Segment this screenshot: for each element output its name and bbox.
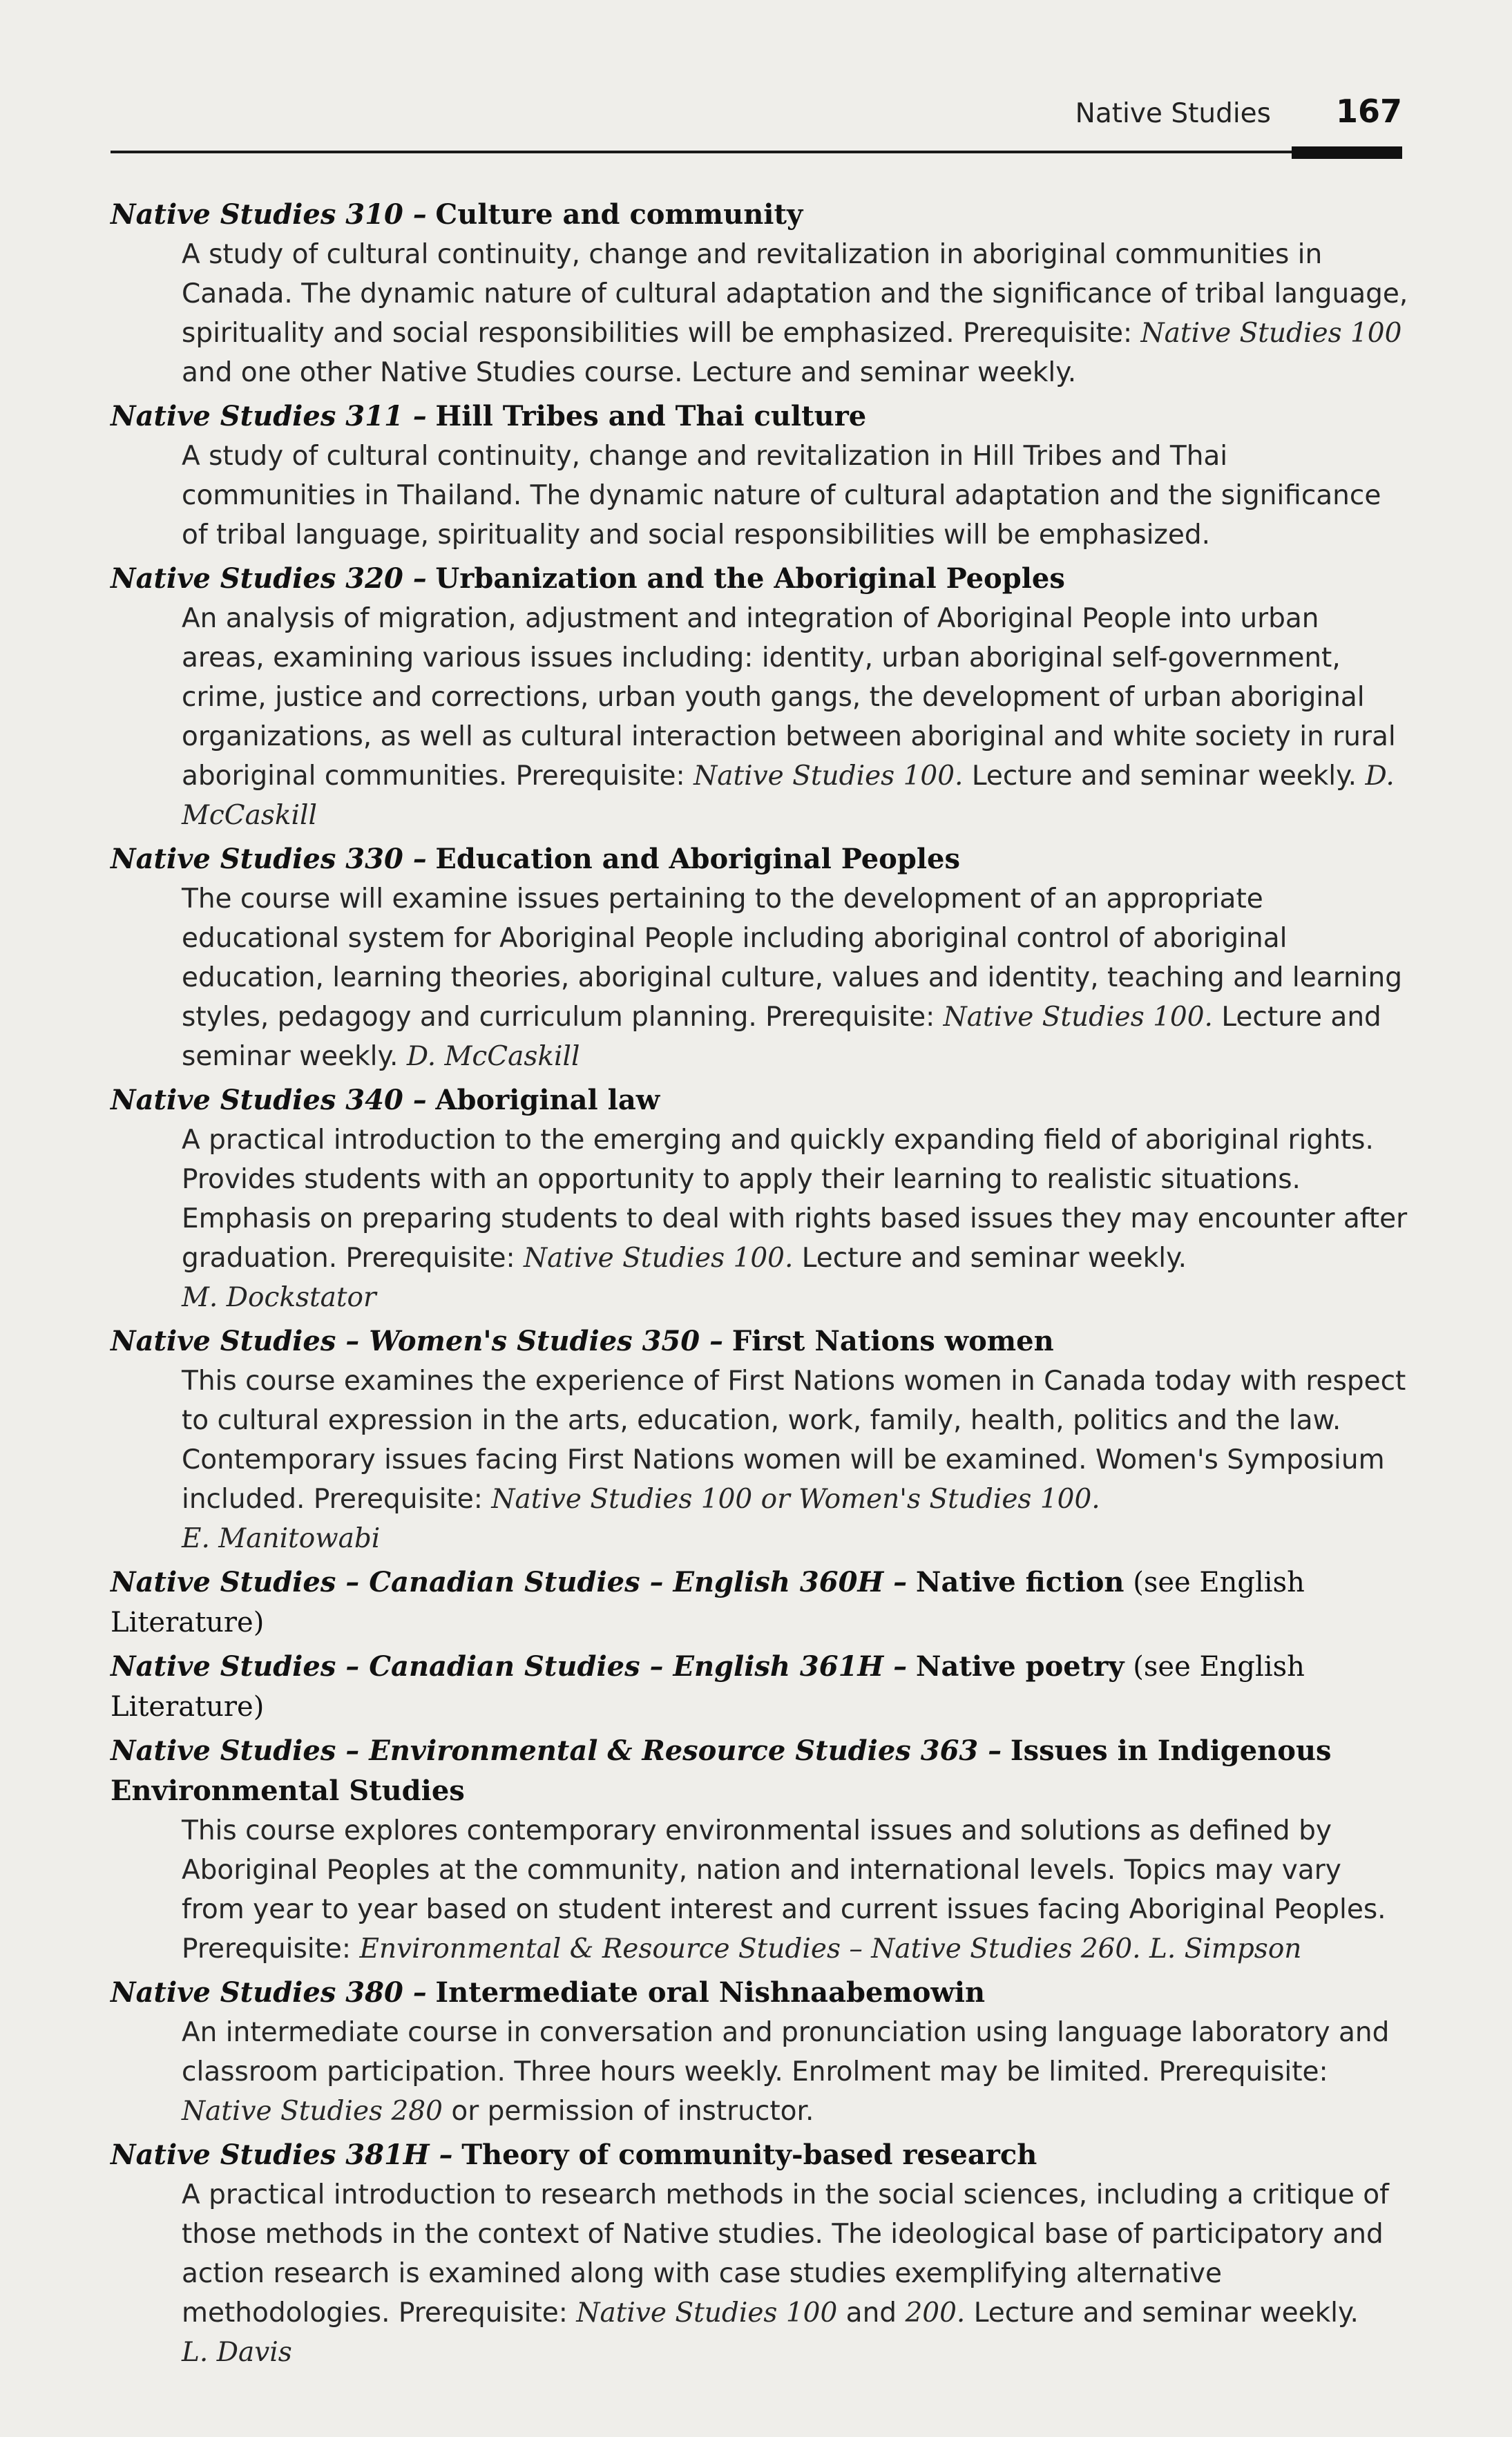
course-entry [111, 195, 1409, 392]
course-code: Native Studies 380 – [111, 1976, 427, 2009]
course-description [111, 2175, 1409, 2372]
course-entry [111, 1647, 1409, 1727]
course-title [111, 1973, 1409, 2013]
course-list [111, 195, 1409, 2376]
running-section-title: Native Studies [1075, 98, 1271, 129]
prerequisite: Environmental & Resource Studies – Native Studies 260. [359, 1933, 1141, 1965]
instructor: L. Davis [182, 2337, 292, 2368]
description-text: A practical introduction to research methods in the social sciences, including a critique of those methods in the context of Native studies. The ideological base of participatory and action research is examined along with case studies exemplifying alternative methodologies. Prerequisite: [182, 2179, 1389, 2329]
description-text: This course explores contemporary environmental issues and solutions as defined by Aboriginal Peoples at the community, nation and international levels. Topics may vary from year to year based on student interest and current issues facing Aboriginal Peoples. Prerequisite: [182, 1815, 1386, 1965]
course-description [111, 1120, 1409, 1317]
course-name: Culture and community [435, 198, 803, 231]
instructor: L. Simpson [1149, 1933, 1302, 1965]
prerequisite: 200. [905, 2297, 966, 2329]
course-title [111, 839, 1409, 879]
prerequisite: Native Studies 100. [693, 761, 964, 792]
course-title [111, 559, 1409, 599]
course-code: Native Studies – Canadian Studies – English 361H – [111, 1650, 908, 1683]
course-code: Native Studies 320 – [111, 562, 427, 595]
course-description [111, 437, 1409, 555]
description-text: An analysis of migration, adjustment and integration of Aboriginal People into urban areas, examining various issues including: identity, urban aboriginal self-government, crime, justice and corrections, urban youth gangs, the development of urban aboriginal organizations, as well as cultural interaction between aboriginal and white society in rural aboriginal communities. Prerequisite: [182, 603, 1396, 792]
course-code: Native Studies 340 – [111, 1084, 427, 1116]
description-text: The course will examine issues pertaining to the development of an appropriate educational system for Aboriginal People including aboriginal control of aboriginal education, learning theories, aboriginal culture, values and identity, teaching and learning styles, pedagogy and curriculum planning. Prerequisite: [182, 883, 1402, 1033]
course-code: Native Studies 330 – [111, 843, 427, 875]
course-entry [111, 1321, 1409, 1558]
description-text: Lecture and seminar weekly. [801, 1243, 1187, 1274]
description-text: or permission of instructor. [451, 2096, 814, 2127]
description-text: A study of cultural continuity, change and revitalization in aboriginal communities in Canada. The dynamic nature of cultural adaptation and the significance of tribal language, spirituality and social responsibilities will be emphasized. Prerequisite: [182, 239, 1408, 349]
course-title [111, 195, 1409, 235]
course-entry [111, 2135, 1409, 2372]
course-name: Hill Tribes and Thai culture [435, 400, 867, 432]
course-description [111, 1361, 1409, 1558]
course-title [111, 1321, 1409, 1361]
course-name: Intermediate oral Nishnaabemowin [435, 1976, 986, 2009]
course-name: Issues in Indigenous Environmental Studies [111, 1734, 1332, 1807]
course-code: Native Studies – Canadian Studies – English 360H – [111, 1566, 908, 1598]
header-rule-accent [1292, 146, 1402, 159]
course-code: Native Studies – Environmental & Resource Studies 363 – [111, 1734, 1002, 1767]
course-description [111, 1811, 1409, 1969]
prerequisite: Native Studies 280 [182, 2096, 443, 2127]
course-entry [111, 1973, 1409, 2131]
course-title [111, 396, 1409, 437]
page-header [111, 93, 1402, 152]
course-code: Native Studies 381H – [111, 2139, 453, 2171]
instructor: D. McCaskill [406, 1041, 580, 1072]
course-entry [111, 396, 1409, 555]
prerequisite: Native Studies 100 [576, 2297, 838, 2329]
course-code: Native Studies – Women's Studies 350 – [111, 1325, 724, 1357]
description-text: Lecture and seminar weekly. [182, 1002, 1381, 1072]
course-title [111, 2135, 1409, 2175]
course-entry [111, 1080, 1409, 1317]
header-rule [111, 151, 1364, 153]
course-title [111, 1731, 1409, 1811]
course-code: Native Studies 311 – [111, 400, 427, 432]
course-name: Theory of community-based research [461, 2139, 1037, 2171]
course-description [111, 2013, 1409, 2131]
course-title [111, 1647, 1409, 1727]
description-text: Lecture and seminar weekly. [973, 2297, 1359, 2329]
description-text: This course examines the experience of First Nations women in Canada today with respect to cultural expression in the arts, education, work, family, health, politics and the law. Contemporary issues facing First Nations women will be examined. Women's Symposium included. Prerequisite: [182, 1366, 1406, 1515]
course-entry [111, 1731, 1409, 1969]
course-description [111, 599, 1409, 835]
course-entry [111, 1562, 1409, 1643]
prerequisite: Native Studies 100. [943, 1002, 1213, 1033]
course-code: Native Studies 310 – [111, 198, 427, 231]
prerequisite: Native Studies 100. [524, 1243, 794, 1274]
course-name: Education and Aboriginal Peoples [435, 843, 960, 875]
course-name: Urbanization and the Aboriginal Peoples [435, 562, 1065, 595]
course-name: Aboriginal law [435, 1084, 660, 1116]
prerequisite: Native Studies 100 [1140, 318, 1402, 349]
course-title [111, 1080, 1409, 1120]
page-number: 167 [1335, 93, 1402, 130]
course-name: Native fiction [915, 1566, 1125, 1598]
cross-reference: (see English Literature) [111, 1567, 1305, 1638]
course-entry [111, 839, 1409, 1076]
course-name: Native poetry [915, 1650, 1125, 1683]
course-title [111, 1562, 1409, 1643]
prerequisite: Native Studies 100 or Women's Studies 100. [491, 1484, 1100, 1515]
course-name: First Nations women [731, 1325, 1054, 1357]
instructor: D. McCaskill [182, 761, 1395, 831]
instructor: E. Manitowabi [182, 1523, 381, 1554]
description-text: An intermediate course in conversation and pronunciation using language laboratory and classroom participation. Three hours weekly. Enrolment may be limited. Prerequisite: [182, 2017, 1390, 2087]
course-description [111, 235, 1409, 392]
description-text: A practical introduction to the emerging and quickly expanding field of aboriginal rights. Provides students with an opportunity to apply their learning to realistic situations. Emphasis on preparing students to deal with rights based issues they may encounter after graduation. Prerequisite: [182, 1125, 1408, 1274]
description-text: A study of cultural continuity, change and revitalization in Hill Tribes and Thai communities in Thailand. The dynamic nature of cultural adaptation and the significance of tribal language, spirituality and social responsibilities will be emphasized. [182, 441, 1381, 551]
course-entry [111, 559, 1409, 835]
course-description [111, 879, 1409, 1076]
description-text: and [845, 2297, 897, 2329]
description-text: and one other Native Studies course. Lecture and seminar weekly. [182, 357, 1077, 388]
cross-reference: (see English Literature) [111, 1651, 1305, 1723]
instructor: M. Dockstator [182, 1282, 376, 1313]
description-text: Lecture and seminar weekly. [971, 761, 1357, 792]
